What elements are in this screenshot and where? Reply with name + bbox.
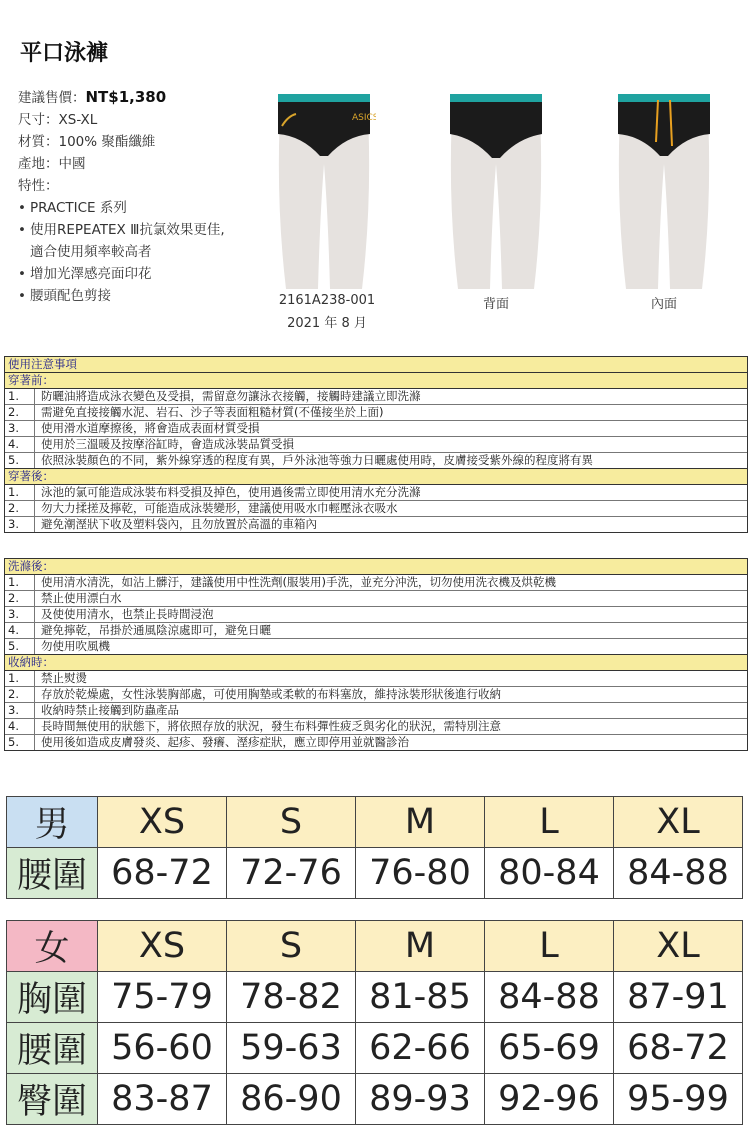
size-cell: XS [98, 797, 227, 848]
men-size-table [6, 796, 743, 899]
notice-row: 2. 禁止使用漂白水 [5, 591, 747, 607]
measure-cell: 84-88 [614, 848, 743, 899]
size-cell: XL [614, 921, 743, 972]
gender-cell: 女 [7, 921, 98, 972]
size-cell: L [485, 921, 614, 972]
size-cell: M [356, 921, 485, 972]
measure-row [7, 1074, 743, 1125]
storage-label: 收納時： [5, 655, 747, 671]
size-cell: S [227, 797, 356, 848]
notice-row: 4. 避免擰乾，吊掛於通風陰涼處即可，避免日曬 [5, 623, 747, 639]
notice-row: 3. 及使使用清水，也禁止長時間浸泡 [5, 607, 747, 623]
size-header-row [7, 921, 743, 972]
feature-item-continued: 適合使用頻率較高者 [30, 244, 152, 260]
inner-caption: 內面 [650, 297, 677, 312]
women-size-table [6, 920, 743, 1125]
measure-cell: 62-66 [356, 1023, 485, 1074]
notice-row: 3. 使用滑水道摩擦後，將會造成表面材質受損 [5, 421, 747, 437]
feature-item: • 增加光澤感亮面印花 [18, 263, 225, 285]
feature-item: • 使用REPEATEX Ⅲ抗氯效果更佳, [18, 219, 225, 241]
notice-row: 2. 勿大力揉搓及擰乾，可能造成泳裝變形，建議使用吸水巾輕壓泳衣吸水 [5, 501, 747, 517]
measure-row [7, 848, 743, 899]
measure-label: 臀圍 [7, 1074, 98, 1125]
product-title: 平口泳褲 [20, 41, 109, 66]
measure-cell: 59-63 [227, 1023, 356, 1074]
measure-row [7, 1023, 743, 1074]
feature-item: • PRACTICE 系列 [18, 197, 225, 219]
back-photo [444, 84, 548, 294]
measure-cell: 84-88 [485, 972, 614, 1023]
measure-cell: 72-76 [227, 848, 356, 899]
before-wear-label: 穿著前： [5, 373, 747, 389]
notice-row: 3. 避免潮溼狀下收及塑料袋內，且勿放置於高溫的車箱內 [5, 517, 747, 532]
notice-row: 4. 長時間無使用的狀態下，將依照存放的狀況，發生布料彈性疲乏與劣化的狀況，需特別注意 [5, 719, 747, 735]
measure-cell: 68-72 [614, 1023, 743, 1074]
measure-cell: 89-93 [356, 1074, 485, 1125]
notice-row: 1. 禁止熨燙 [5, 671, 747, 687]
size-header-row [7, 797, 743, 848]
gender-cell: 男 [7, 797, 98, 848]
brand-logo-text: ASICS [352, 113, 376, 123]
measure-label: 腰圍 [7, 848, 98, 899]
notice-row: 3. 收納時禁止接觸到防蟲產品 [5, 703, 747, 719]
product-specs [18, 86, 225, 307]
after-wear-label: 穿著後： [5, 469, 747, 485]
notice-row: 1. 使用清水清洗，如沾上髒汙，建議使用中性洗劑(服裝用)手洗，並充分沖洗，切勿使用洗衣機及烘乾機 [5, 575, 747, 591]
measure-cell: 95-99 [614, 1074, 743, 1125]
measure-cell: 76-80 [356, 848, 485, 899]
measure-cell: 92-96 [485, 1074, 614, 1125]
size-cell: XS [98, 921, 227, 972]
usage-notice [4, 356, 748, 533]
measure-cell: 87-91 [614, 972, 743, 1023]
size-spec: 尺寸：XS-XL [18, 112, 98, 128]
feature-item: • 腰頭配色剪接 [18, 285, 225, 307]
measure-cell: 83-87 [98, 1074, 227, 1125]
after-wash-label: 洗滌後： [5, 559, 747, 575]
release-date: 2021 年 8 月 [287, 316, 367, 331]
features-label: 特性： [18, 178, 59, 194]
measure-cell: 75-79 [98, 972, 227, 1023]
measure-cell: 80-84 [485, 848, 614, 899]
measure-cell: 86-90 [227, 1074, 356, 1125]
back-caption: 背面 [482, 297, 509, 312]
price-label: 建議售價： [18, 90, 86, 106]
notice-row: 5. 依照泳裝顏色的不同，紫外線穿透的程度有異，戶外泳池等強力日曬處使用時，皮膚接受紫外線的程度將有異 [5, 453, 747, 469]
origin-spec: 產地：中國 [18, 156, 86, 172]
size-cell: L [485, 797, 614, 848]
care-notice [4, 558, 748, 751]
measure-row [7, 972, 743, 1023]
product-code: 2161A238-001 [278, 293, 376, 308]
notice-row: 2. 存放於乾燥處，女性泳裝胸部處，可使用胸墊或柔軟的布料塞放，維持泳裝形狀後進行收納 [5, 687, 747, 703]
measure-cell: 81-85 [356, 972, 485, 1023]
inner-photo [612, 84, 716, 294]
size-cell: S [227, 921, 356, 972]
measure-cell: 68-72 [98, 848, 227, 899]
notice-row: 4. 使用於三溫暖及按摩浴缸時，會造成泳裝品質受損 [5, 437, 747, 453]
price-row [18, 86, 225, 109]
size-cell: XL [614, 797, 743, 848]
notice-title: 使用注意事項 [5, 357, 747, 373]
notice-row: 2. 需避免直接接觸水泥、岩石、沙子等表面粗糙材質(不僅接坐於上面) [5, 405, 747, 421]
front-photo [272, 84, 376, 294]
notice-row: 1. 泳池的氯可能造成泳裝布料受損及掉色，使用過後需立即使用清水充分洗滌 [5, 485, 747, 501]
measure-label: 腰圍 [7, 1023, 98, 1074]
material-spec: 材質：100% 聚酯纖維 [18, 134, 156, 150]
size-cell: M [356, 797, 485, 848]
price-value: NT$1,380 [85, 88, 167, 106]
measure-cell: 56-60 [98, 1023, 227, 1074]
notice-row: 5. 使用後如造成皮膚發炎、起疹、發癢、溼疹症狀，應立即停用並就醫診治 [5, 735, 747, 750]
notice-row: 1. 防曬油將造成泳衣變色及受損，需留意勿讓泳衣接觸，接觸時建議立即洗滌 [5, 389, 747, 405]
front-caption [262, 293, 392, 331]
measure-cell: 65-69 [485, 1023, 614, 1074]
measure-label: 胸圍 [7, 972, 98, 1023]
notice-row: 5. 勿使用吹風機 [5, 639, 747, 655]
measure-cell: 78-82 [227, 972, 356, 1023]
